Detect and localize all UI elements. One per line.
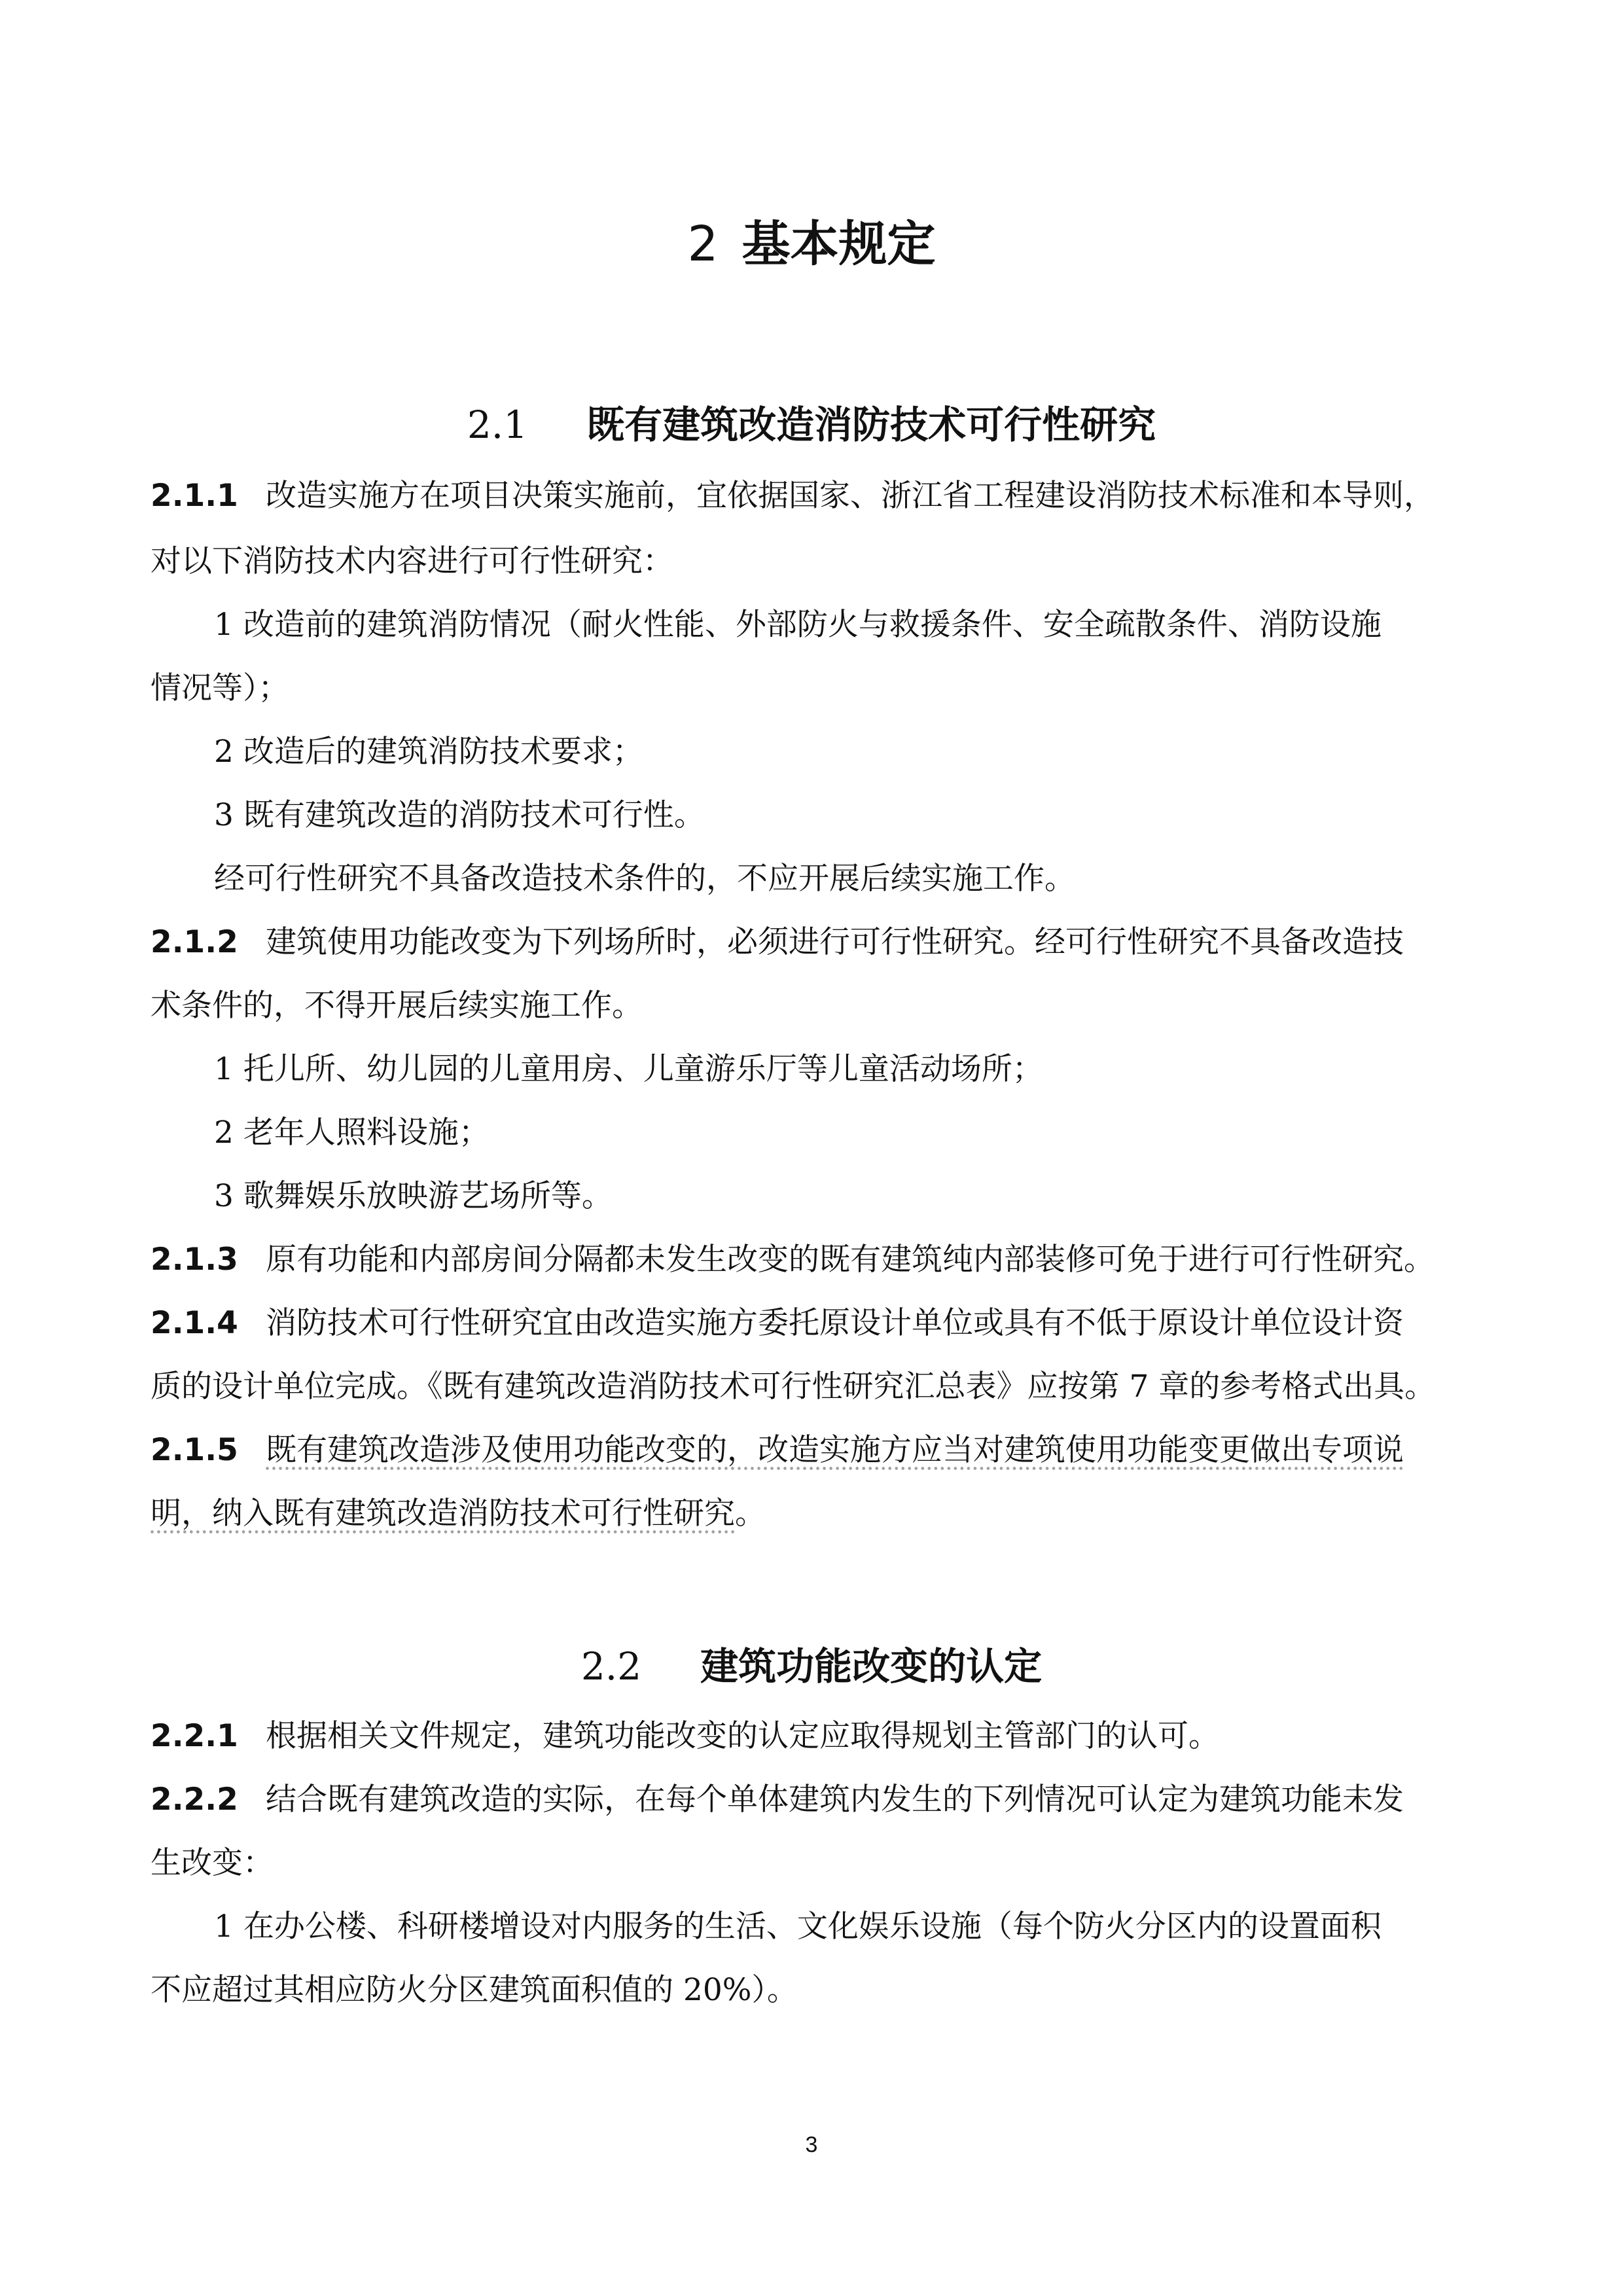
paragraph bbox=[214, 856, 1075, 902]
clause-2-1-2-cont bbox=[151, 983, 643, 1029]
list-item-cont bbox=[151, 666, 289, 711]
page-number: 3 bbox=[805, 2132, 818, 2157]
section-title-text: 建筑功能改变的认定 bbox=[700, 1644, 1043, 1689]
clause-text: 根据相关文件规定，建筑功能改变的认定应取得规划主管部门的认可。 bbox=[266, 1718, 1219, 1754]
list-item bbox=[214, 729, 643, 775]
clause-text: 生改变： bbox=[151, 1845, 274, 1881]
clause-2-1-2 bbox=[151, 920, 1404, 965]
list-item-text: 3 既有建筑改造的消防技术可行性。 bbox=[214, 797, 705, 833]
clause-text-end: 。 bbox=[735, 1496, 766, 1532]
chapter-title-text: 基本规定 bbox=[741, 216, 936, 272]
clause-number: 2.1.1 bbox=[151, 478, 238, 514]
clause-2-1-5-cont bbox=[151, 1491, 766, 1537]
clause-text: 明，纳入既有建筑改造消防技术可行性研究 bbox=[151, 1496, 735, 1532]
list-item-text: 1 托儿所、幼儿园的儿童用房、儿童游乐厅等儿童活动场所； bbox=[214, 1051, 1043, 1087]
section-title-2-2 bbox=[0, 1637, 1623, 1696]
clause-text: 对以下消防技术内容进行可行性研究： bbox=[151, 543, 673, 579]
section-title-text: 既有建筑改造消防技术可行性研究 bbox=[586, 403, 1156, 447]
clause-text: 术条件的，不得开展后续实施工作。 bbox=[151, 988, 643, 1024]
clause-number: 2.1.3 bbox=[151, 1242, 238, 1278]
clause-text: 消防技术可行性研究宜由改造实施方委托原设计单位或具有不低于原设计单位设计资 bbox=[266, 1305, 1404, 1341]
section-number: 2.1 bbox=[467, 403, 528, 447]
list-item-text: 1 改造前的建筑消防情况（耐火性能、外部防火与救援条件、安全疏散条件、消防设施 bbox=[214, 607, 1382, 643]
clause-2-2-2-cont bbox=[151, 1840, 274, 1886]
list-item-text: 2 老年人照料设施； bbox=[214, 1115, 490, 1151]
chapter-title bbox=[0, 208, 1623, 280]
list-item bbox=[214, 1904, 1382, 1950]
list-item-text: 1 在办公楼、科研楼增设对内服务的生活、文化娱乐设施（每个防火分区内的设置面积 bbox=[214, 1909, 1382, 1945]
clause-2-1-1-cont bbox=[151, 539, 673, 584]
clause-number: 2.2.1 bbox=[151, 1718, 238, 1754]
list-item bbox=[214, 1047, 1043, 1092]
section-number: 2.2 bbox=[580, 1644, 642, 1689]
clause-2-2-1 bbox=[151, 1713, 1219, 1759]
clause-number: 2.1.2 bbox=[151, 924, 238, 960]
clause-2-1-3 bbox=[151, 1237, 1435, 1283]
clause-2-1-4 bbox=[151, 1300, 1404, 1346]
clause-text: 改造实施方在项目决策实施前，宜依据国家、浙江省工程建设消防技术标准和本导则， bbox=[266, 478, 1435, 514]
clause-text: 原有功能和内部房间分隔都未发生改变的既有建筑纯内部装修可免于进行可行性研究。 bbox=[266, 1242, 1435, 1278]
clause-text: 建筑使用功能改变为下列场所时，必须进行可行性研究。经可行性研究不具备改造技 bbox=[266, 924, 1404, 960]
clause-2-1-5 bbox=[151, 1427, 1404, 1473]
section-title-2-1 bbox=[0, 395, 1623, 454]
list-item bbox=[214, 602, 1382, 648]
list-item bbox=[214, 793, 705, 838]
chapter-number: 2 bbox=[687, 216, 719, 272]
list-item-text: 不应超过其相应防火分区建筑面积值的 20%）。 bbox=[151, 1972, 798, 2008]
clause-text: 质的设计单位完成。《既有建筑改造消防技术可行性研究汇总表》应按第 7 章的参考格式出具。 bbox=[151, 1369, 1436, 1405]
clause-number: 2.1.5 bbox=[151, 1432, 238, 1468]
clause-text: 既有建筑改造涉及使用功能改变的，改造实施方应当对建筑使用功能变更做出专项说 bbox=[266, 1432, 1404, 1468]
paragraph-text: 经可行性研究不具备改造技术条件的，不应开展后续实施工作。 bbox=[214, 861, 1075, 897]
clause-text: 结合既有建筑改造的实际，在每个单体建筑内发生的下列情况可认定为建筑功能未发 bbox=[266, 1782, 1404, 1818]
list-item-text: 2 改造后的建筑消防技术要求； bbox=[214, 734, 643, 770]
list-item-cont bbox=[151, 1967, 798, 2013]
list-item bbox=[214, 1174, 613, 1219]
clause-number: 2.1.4 bbox=[151, 1305, 238, 1341]
list-item-text: 情况等）； bbox=[151, 670, 289, 706]
list-item bbox=[214, 1110, 490, 1156]
clause-number: 2.2.2 bbox=[151, 1782, 238, 1818]
clause-2-1-4-cont bbox=[151, 1364, 1435, 1410]
clause-2-2-2 bbox=[151, 1777, 1404, 1823]
clause-2-1-1 bbox=[151, 473, 1435, 519]
list-item-text: 3 歌舞娱乐放映游艺场所等。 bbox=[214, 1178, 613, 1214]
